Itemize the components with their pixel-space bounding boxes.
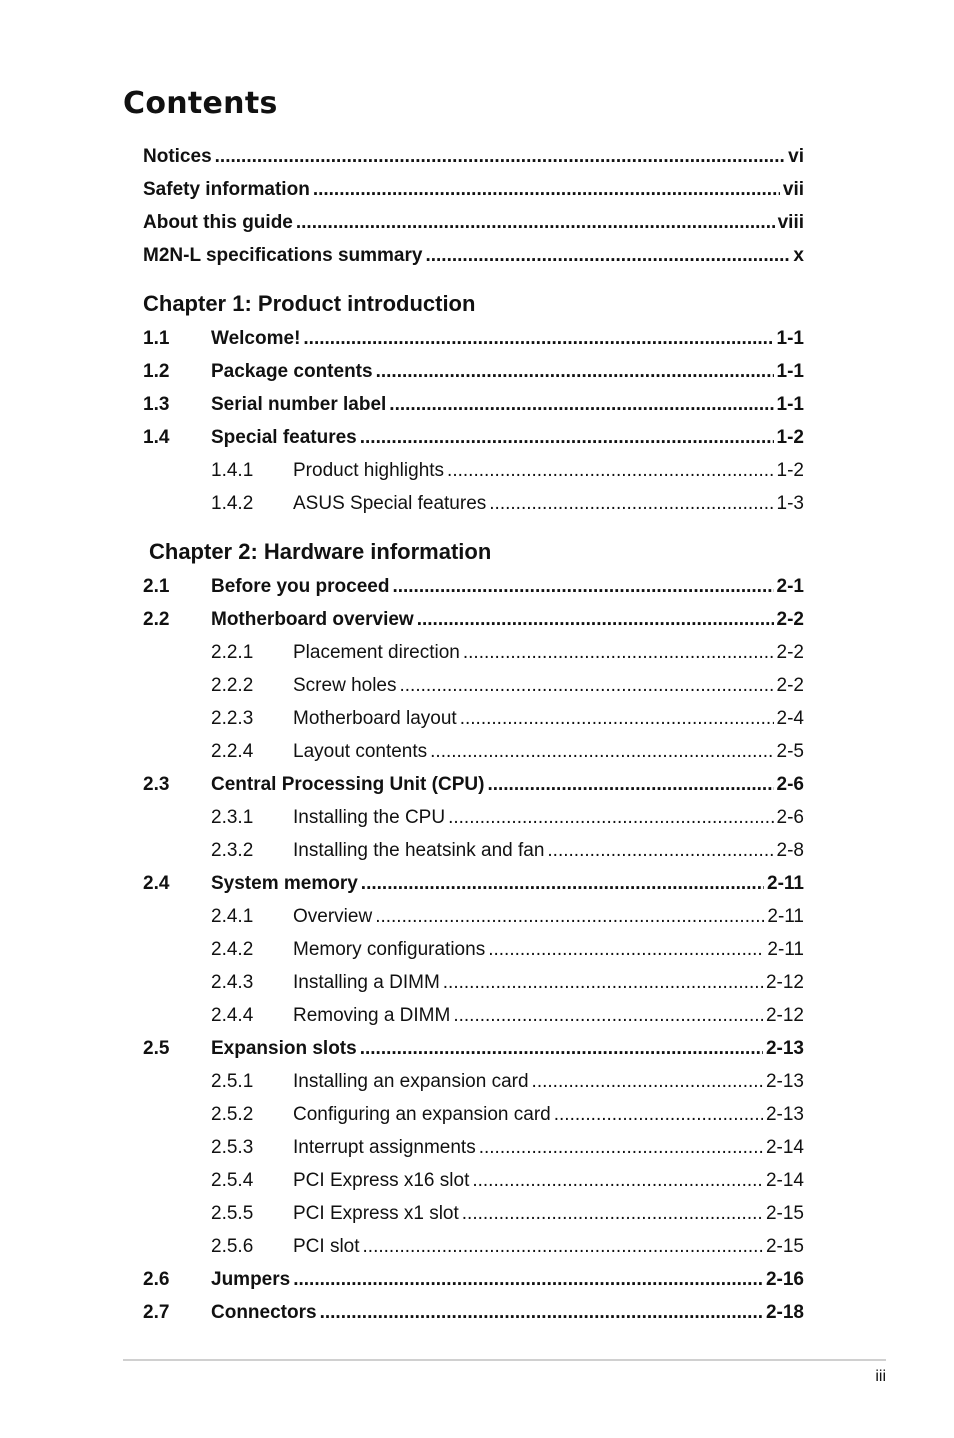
toc-entry[interactable] — [143, 768, 804, 801]
dot-leader — [532, 1065, 763, 1098]
toc-entry[interactable] — [143, 239, 804, 272]
section-number: 2.4.1 — [211, 906, 254, 927]
entry-page-number: 2-2 — [776, 675, 804, 696]
entry-page-number: x — [793, 245, 804, 266]
toc-entry[interactable] — [143, 355, 804, 388]
section-number: 2.5.1 — [211, 1071, 254, 1092]
toc-entry[interactable] — [143, 702, 804, 735]
section-number: 2.6 — [143, 1269, 170, 1290]
section-number: 1.4.1 — [211, 460, 254, 481]
section-number: 2.4.2 — [211, 939, 254, 960]
entry-title: System memory — [211, 873, 358, 894]
entry-page-number: 2-4 — [776, 708, 804, 729]
toc-entry[interactable] — [143, 900, 804, 933]
entry-title: Configuring an expansion card — [293, 1104, 551, 1125]
dot-leader — [389, 388, 773, 421]
toc-entry[interactable] — [143, 388, 804, 421]
toc-entry[interactable] — [143, 487, 804, 520]
entry-title: M2N-L specifications summary — [143, 245, 423, 266]
toc-entry[interactable] — [143, 173, 804, 206]
toc-entry[interactable] — [143, 1230, 804, 1263]
dot-leader — [392, 570, 773, 603]
toc-entry[interactable] — [143, 1164, 804, 1197]
entry-page-number: 2-13 — [765, 1038, 804, 1059]
toc-entry[interactable] — [143, 999, 804, 1032]
entry-page-number: 2-8 — [776, 840, 804, 861]
entry-title: About this guide — [143, 212, 293, 233]
entry-page-number: 2-16 — [765, 1269, 804, 1290]
entry-title: Before you proceed — [211, 576, 390, 597]
section-number: 2.5.4 — [211, 1170, 254, 1191]
dot-leader — [488, 933, 764, 966]
entry-title: Welcome! — [211, 328, 301, 349]
entry-page-number: 2-2 — [776, 642, 804, 663]
entry-title: Notices — [143, 146, 212, 167]
dot-leader — [313, 173, 780, 206]
entry-title: Expansion slots — [211, 1038, 357, 1059]
entry-page-number: vii — [782, 179, 804, 200]
toc-entry[interactable] — [143, 454, 804, 487]
dot-leader — [376, 355, 774, 388]
entry-page-number: 2-11 — [767, 873, 804, 894]
entry-page-number: 2-14 — [765, 1170, 804, 1191]
entry-title: Jumpers — [211, 1269, 291, 1290]
section-number: 2.4.3 — [211, 972, 254, 993]
section-number: 2.4.4 — [211, 1005, 254, 1026]
section-number: 2.5.5 — [211, 1203, 254, 1224]
section-number: 2.5.3 — [211, 1137, 254, 1158]
dot-leader — [472, 1164, 763, 1197]
entry-page-number: 2-6 — [776, 774, 804, 795]
entry-page-number: 2-12 — [765, 1005, 804, 1026]
entry-title: PCI Express x16 slot — [293, 1170, 470, 1191]
toc-entry[interactable] — [143, 867, 804, 900]
page-title: Contents — [123, 86, 278, 121]
dot-leader — [453, 999, 763, 1032]
entry-title: Product highlights — [293, 460, 445, 481]
toc-entry[interactable] — [143, 669, 804, 702]
dot-leader — [430, 735, 773, 768]
entry-page-number: 2-14 — [765, 1137, 804, 1158]
entry-title: Package contents — [211, 361, 373, 382]
dot-leader — [463, 636, 774, 669]
toc-entry[interactable] — [143, 1032, 804, 1065]
section-number: 2.2 — [143, 609, 170, 630]
entry-page-number: 2-11 — [767, 939, 804, 960]
section-number: 2.5 — [143, 1038, 170, 1059]
chapter-1-list — [143, 322, 804, 520]
entry-page-number: 2-18 — [765, 1302, 804, 1323]
section-number: 2.2.3 — [211, 708, 254, 729]
entry-title: ASUS Special features — [293, 493, 487, 514]
entry-page-number: 2-15 — [765, 1203, 804, 1224]
section-number: 1.1 — [143, 328, 170, 349]
section-number: 1.2 — [143, 361, 170, 382]
section-number: 2.1 — [143, 576, 170, 597]
entry-title: Screw holes — [293, 675, 397, 696]
entry-title: PCI Express x1 slot — [293, 1203, 459, 1224]
entry-page-number: 2-15 — [765, 1236, 804, 1257]
toc-entry[interactable] — [143, 801, 804, 834]
dot-leader — [400, 669, 774, 702]
entry-page-number: 2-2 — [776, 609, 804, 630]
toc-entry[interactable] — [143, 735, 804, 768]
section-number: 2.5.6 — [211, 1236, 254, 1257]
entry-title: Overview — [293, 906, 373, 927]
dot-leader — [360, 421, 774, 454]
section-number: 2.3.1 — [211, 807, 254, 828]
dot-leader — [320, 1296, 763, 1329]
entry-page-number: vi — [788, 146, 804, 167]
toc-entry[interactable] — [143, 140, 804, 173]
dot-leader — [554, 1098, 763, 1131]
entry-page-number: 1-1 — [776, 328, 804, 349]
entry-page-number: 2-13 — [765, 1071, 804, 1092]
entry-page-number: viii — [777, 212, 804, 233]
entry-title: Installing the CPU — [293, 807, 446, 828]
section-number: 1.3 — [143, 394, 170, 415]
entry-title: Installing a DIMM — [293, 972, 440, 993]
toc-entry[interactable] — [143, 1098, 804, 1131]
dot-leader — [425, 239, 790, 272]
section-number: 2.2.4 — [211, 741, 254, 762]
entry-page-number: 1-1 — [776, 361, 804, 382]
toc-entry[interactable] — [143, 570, 804, 603]
dot-leader — [460, 702, 774, 735]
dot-leader — [547, 834, 773, 867]
section-number: 1.4 — [143, 427, 170, 448]
toc-entry[interactable] — [143, 933, 804, 966]
entry-page-number: 1-1 — [776, 394, 804, 415]
footer-divider — [123, 1359, 886, 1361]
chapter-1-heading: Chapter 1: Product introduction — [143, 291, 476, 316]
entry-page-number: 2-12 — [765, 972, 804, 993]
entry-title: Placement direction — [293, 642, 460, 663]
toc-entry[interactable] — [143, 603, 804, 636]
toc-entry[interactable] — [143, 1131, 804, 1164]
entry-page-number: 2-1 — [776, 576, 804, 597]
entry-title: Memory configurations — [293, 939, 486, 960]
entry-title: Installing the heatsink and fan — [293, 840, 545, 861]
chapter-2-heading: Chapter 2: Hardware information — [149, 539, 492, 564]
dot-leader — [487, 768, 773, 801]
dot-leader — [447, 454, 773, 487]
toc-entry[interactable] — [143, 421, 804, 454]
entry-page-number: 2-13 — [765, 1104, 804, 1125]
dot-leader — [303, 322, 773, 355]
entry-title: Serial number label — [211, 394, 387, 415]
dot-leader — [360, 1032, 763, 1065]
dot-leader — [417, 603, 774, 636]
dot-leader — [375, 900, 764, 933]
dot-leader — [443, 966, 763, 999]
entry-title: Safety information — [143, 179, 310, 200]
toc-entry[interactable] — [143, 322, 804, 355]
front-matter-list — [143, 140, 804, 272]
dot-leader — [293, 1263, 763, 1296]
section-number: 2.3.2 — [211, 840, 254, 861]
entry-title: PCI slot — [293, 1236, 360, 1257]
section-number: 1.4.2 — [211, 493, 254, 514]
dot-leader — [462, 1197, 763, 1230]
section-number: 2.5.2 — [211, 1104, 254, 1125]
dot-leader — [215, 140, 786, 173]
dot-leader — [363, 1230, 763, 1263]
section-number: 2.4 — [143, 873, 170, 894]
dot-leader — [361, 867, 764, 900]
section-number: 2.2.2 — [211, 675, 254, 696]
entry-title: Motherboard overview — [211, 609, 414, 630]
entry-page-number: 2-6 — [776, 807, 804, 828]
entry-title: Installing an expansion card — [293, 1071, 529, 1092]
table-of-contents — [143, 140, 804, 1329]
toc-entry[interactable] — [143, 1296, 804, 1329]
entry-page-number: 1-2 — [776, 427, 804, 448]
entry-title: Removing a DIMM — [293, 1005, 451, 1026]
entry-page-number: 1-3 — [776, 493, 804, 514]
entry-page-number: 1-2 — [776, 460, 804, 481]
entry-title: Central Processing Unit (CPU) — [211, 774, 485, 795]
entry-title: Special features — [211, 427, 357, 448]
entry-title: Connectors — [211, 1302, 317, 1323]
entry-title: Interrupt assignments — [293, 1137, 476, 1158]
entry-title: Motherboard layout — [293, 708, 457, 729]
toc-entry[interactable] — [143, 636, 804, 669]
entry-page-number: 2-5 — [776, 741, 804, 762]
section-number: 2.3 — [143, 774, 170, 795]
toc-entry[interactable] — [143, 1197, 804, 1230]
toc-entry[interactable] — [143, 1065, 804, 1098]
entry-title: Layout contents — [293, 741, 428, 762]
toc-entry[interactable] — [143, 206, 804, 239]
dot-leader — [448, 801, 773, 834]
toc-entry[interactable] — [143, 1263, 804, 1296]
page-number: iii — [875, 1368, 886, 1385]
chapter-2-list — [143, 570, 804, 1329]
section-number: 2.2.1 — [211, 642, 254, 663]
toc-entry[interactable] — [143, 966, 804, 999]
entry-page-number: 2-11 — [767, 906, 804, 927]
section-number: 2.7 — [143, 1302, 170, 1323]
toc-entry[interactable] — [143, 834, 804, 867]
dot-leader — [296, 206, 775, 239]
dot-leader — [489, 487, 773, 520]
dot-leader — [479, 1131, 763, 1164]
